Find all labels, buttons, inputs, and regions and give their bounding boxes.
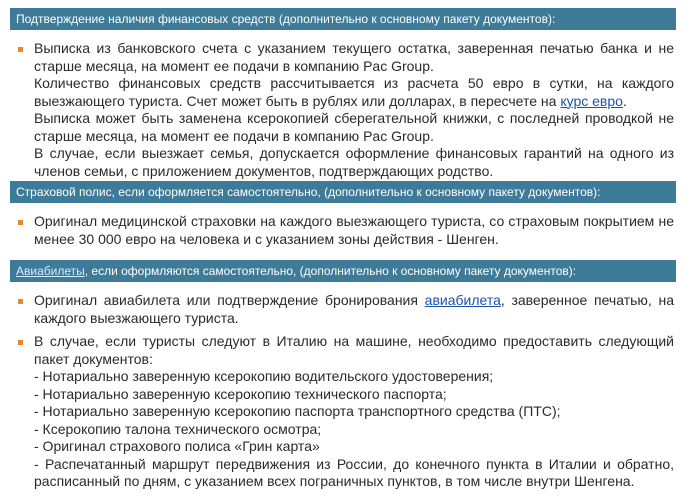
ticket-original-after: , заверенное печатью, на каждого выезжающего туриста. [34,292,674,326]
savings-book-text: Выписка может быть заменена ксерокопией сберегательной книжки, с последней проводкой не старше месяца, на момент ее подачи в компанию Pac Group. [34,110,674,144]
financial-amount-text [34,75,674,110]
section-insurance-header [10,181,676,203]
car-doc-line: - Распечатанный маршрут передвижения из России, до конечного пункта в Италии и обратно, расписанный по дням, с указанием всех пограничных пунктов, в том числе внутри Шенгена. [34,455,674,489]
euro-rate-link[interactable]: курс евро [560,92,623,109]
section-financial-title: Подтверждение наличия финансовых средств (дополнительно к основному пакету документов): [16,12,556,26]
section-tickets-list [18,292,674,497]
section-insurance-list [18,213,674,254]
section-tickets-header [10,260,676,282]
car-travel-intro: В случае, если туристы следуют в Италию на машине, необходимо предоставить следующий пакет документов: [34,333,674,367]
tickets-header-link[interactable]: Авиабилеты [16,264,85,278]
ticket-original-before: Оригинал авиабилета или подтверждение бронирования [34,292,425,308]
family-guarantee-text: В случае, если выезжает семья, допускается оформление финансовых гарантий на одного из членов семьи, с приложением документов, подтверждающих родство. [34,145,674,179]
list-item [18,40,674,180]
orange-square-bullet-icon [18,220,23,225]
financial-amount-before: Количество финансовых средств рассчитывается из расчета 50 евро в сутки, на каждого выезжающего туриста. Счет может быть в рублях или долларах, в пересчете на [34,75,674,109]
section-insurance-title: Страховой полис, если оформляется самостоятельно, (дополнительно к основному пакету документов): [16,185,601,199]
orange-square-bullet-icon [18,299,23,304]
car-doc-line: - Нотариально заверенную ксерокопию паспорта транспортного средства (ПТС); [34,403,561,419]
section-financial-header [10,8,676,30]
car-doc-line: - Нотариально заверенную ксерокопию технического паспорта; [34,385,447,402]
ticket-original-text [34,292,674,327]
section-tickets-title: , если оформляются самостоятельно, (дополнительно к основному пакету документов): [84,264,577,278]
financial-statement-text: Выписка из банковского счета с указанием текущего остатка, заверенная печатью банка и не старше месяца, на момент ее подачи в компанию Pac Group. [34,40,674,74]
car-doc-line: - Нотариально заверенную ксерокопию водительского удостоверения; [34,368,494,384]
section-financial-list [18,40,674,186]
orange-square-bullet-icon [18,47,23,52]
car-doc-line: - Оригинал страхового полиса «Грин карта» [34,438,320,454]
car-doc-line: - Ксерокопию талона технического осмотра; [34,420,322,437]
tickets-link[interactable]: авиабилета [424,292,501,308]
financial-amount-after: . [622,92,627,109]
list-item [18,333,674,491]
list-item [18,213,674,248]
insurance-text: Оригинал медицинской страховки на каждого выезжающего туриста, со страховым покрытием не менее 30 000 евро на человека и с указанием зоны действия - Шенген. [34,213,674,247]
list-item [18,292,674,327]
orange-square-bullet-icon [18,340,23,345]
